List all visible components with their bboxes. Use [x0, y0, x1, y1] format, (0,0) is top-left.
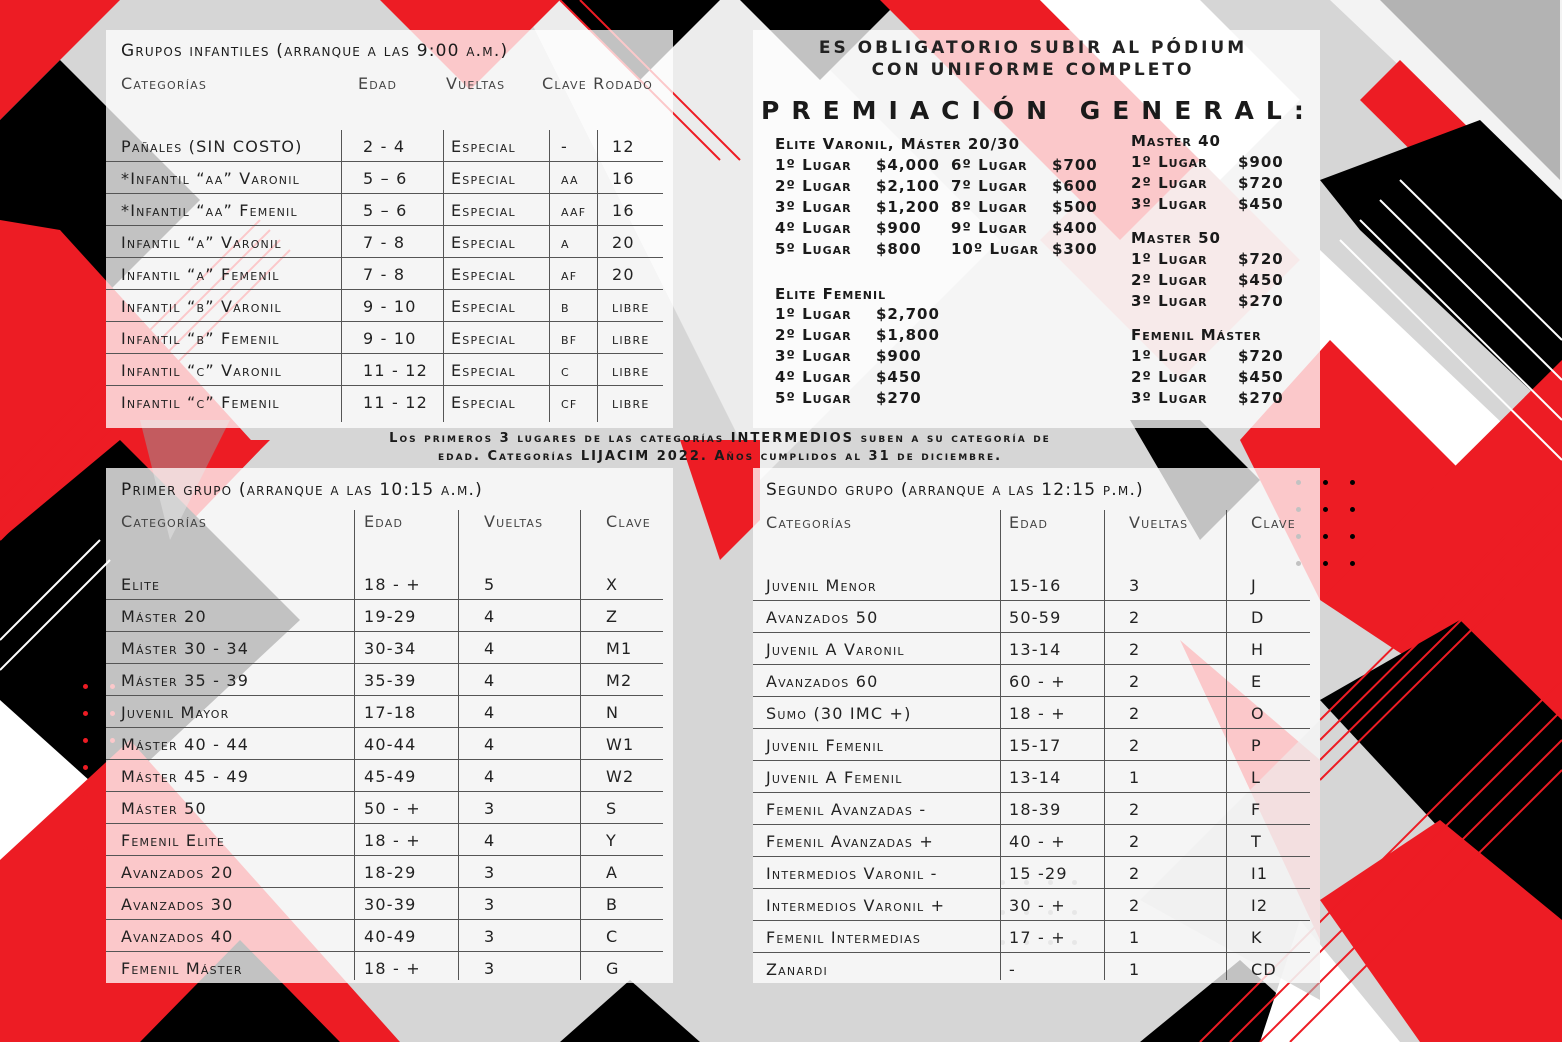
segundo-grupo-panel — [753, 468, 1320, 983]
prize-amount: $720 — [1238, 250, 1284, 268]
place-label: 4º Lugar — [775, 368, 852, 386]
table-cell: 15-17 — [1009, 736, 1062, 755]
decor-dot — [83, 711, 88, 716]
place-label: 3º Lugar — [1131, 389, 1208, 407]
table-cell: 2 — [1129, 864, 1141, 883]
header-vueltas: Vueltas — [484, 512, 544, 531]
table-cell: 20 — [612, 233, 635, 252]
table-cell: 2 — [1129, 608, 1141, 627]
place-label: 1º Lugar — [775, 156, 852, 174]
table-cell: 13-14 — [1009, 768, 1062, 787]
table-cell: 40-49 — [364, 927, 417, 946]
table-cell: 40-44 — [364, 735, 417, 754]
table-cell: 1 — [1129, 960, 1141, 979]
table-cell: - — [1009, 960, 1016, 979]
table-cell: 18 - + — [364, 959, 421, 978]
table-cell: Especial — [451, 393, 516, 412]
header-edad: Edad — [1009, 513, 1049, 532]
decor-dot — [83, 792, 88, 797]
table-cell: 2 — [1129, 640, 1141, 659]
table-cell: 4 — [484, 671, 496, 690]
decor-dot — [1350, 507, 1355, 512]
decor-dot — [1323, 507, 1328, 512]
table-cell: cf — [561, 393, 578, 412]
table-cell: 4 — [484, 703, 496, 722]
place-label: 1º Lugar — [775, 305, 852, 323]
place-label: 3º Lugar — [775, 198, 852, 216]
prize-amount: $800 — [876, 240, 922, 258]
table-cell: 1 — [1129, 768, 1141, 787]
column-divider — [580, 510, 581, 980]
header-clave-rodado: Clave Rodado — [542, 74, 654, 93]
table-cell: Avanzados 60 — [766, 672, 879, 691]
header-vueltas: Vueltas — [1129, 513, 1189, 532]
table-cell: Juvenil Femenil — [766, 736, 885, 755]
place-label: 8º Lugar — [951, 198, 1028, 216]
prize-amount: $700 — [1052, 156, 1098, 174]
table-cell: X — [606, 575, 619, 594]
master50-heading: Master 50 — [1131, 229, 1221, 247]
decor-dot — [1323, 480, 1328, 485]
table-cell: 15-16 — [1009, 576, 1062, 595]
table-cell: 11 - 12 — [363, 393, 429, 412]
table-cell: Máster 45 - 49 — [121, 767, 250, 786]
table-cell: Especial — [451, 265, 516, 284]
table-cell: Juvenil Menor — [766, 576, 877, 595]
decor-dot — [1350, 480, 1355, 485]
table-cell: Intermedios Varonil + — [766, 896, 946, 915]
primer-grupo-panel — [106, 468, 673, 983]
prize-amount: $720 — [1238, 174, 1284, 192]
prize-amount: $900 — [876, 347, 922, 365]
table-cell: 5 — [484, 575, 496, 594]
place-label: 2º Lugar — [775, 326, 852, 344]
table-cell: bf — [561, 329, 578, 348]
table-cell: Femenil Avanzadas - — [766, 800, 927, 819]
place-label: 3º Lugar — [775, 347, 852, 365]
table-cell: Especial — [451, 233, 516, 252]
place-label: 6º Lugar — [951, 156, 1028, 174]
table-cell: Infantil “c” Femenil — [121, 393, 280, 412]
table-cell: Juvenil A Femenil — [766, 768, 903, 787]
prize-amount: $900 — [876, 219, 922, 237]
prize-amount: $1,800 — [876, 326, 940, 344]
column-divider — [1104, 510, 1105, 980]
decor-dot — [83, 738, 88, 743]
prize-amount: $2,700 — [876, 305, 940, 323]
table-cell: Avanzados 20 — [121, 863, 234, 882]
column-divider — [443, 130, 444, 422]
table-cell: Sumo (30 IMC +) — [766, 704, 912, 723]
prize-amount: $720 — [1238, 347, 1284, 365]
table-cell: 3 — [484, 959, 496, 978]
table-cell: 4 — [484, 639, 496, 658]
column-divider — [1226, 510, 1227, 980]
table-cell: Avanzados 30 — [121, 895, 234, 914]
table-cell: M1 — [606, 639, 633, 658]
table-cell: W2 — [606, 767, 635, 786]
premiacion-title: PREMIACIÓN GENERAL: — [761, 96, 1316, 125]
table-cell: 16 — [612, 169, 635, 188]
prize-amount: $450 — [1238, 271, 1284, 289]
place-label: 10º Lugar — [951, 240, 1040, 258]
prize-amount: $600 — [1052, 177, 1098, 195]
table-cell: Femenil Máster — [121, 959, 243, 978]
elite-femenil-heading: Elite Femenil — [775, 285, 887, 303]
table-cell: Máster 35 - 39 — [121, 671, 250, 690]
table-cell: Especial — [451, 137, 516, 156]
table-cell: D — [1251, 608, 1265, 627]
table-cell: 4 — [484, 767, 496, 786]
table-cell: 30 - + — [1009, 896, 1066, 915]
column-divider — [1000, 510, 1001, 980]
table-cell: Infantil “b” Varonil — [121, 297, 282, 316]
table-cell: 18-29 — [364, 863, 417, 882]
place-label: 2º Lugar — [1131, 368, 1208, 386]
table-cell: 17 - + — [1009, 928, 1066, 947]
table-cell: 18 - + — [364, 831, 421, 850]
table-cell: Juvenil Mayor — [121, 703, 230, 722]
table-cell: *Infantil “aa” Femenil — [121, 201, 298, 220]
prize-amount: $270 — [1238, 389, 1284, 407]
table-cell: 2 — [1129, 832, 1141, 851]
table-cell: Infantil “b” Femenil — [121, 329, 280, 348]
column-divider — [597, 130, 598, 422]
primer-grupo-title: Primer grupo (arranque a las 10:15 a.m.) — [121, 480, 483, 500]
table-cell: CD — [1251, 960, 1277, 979]
table-cell: 2 — [1129, 704, 1141, 723]
table-cell: 3 — [484, 927, 496, 946]
decor-dot — [1323, 561, 1328, 566]
table-cell: a — [561, 233, 570, 252]
place-label: 2º Lugar — [1131, 174, 1208, 192]
decor-dot — [1323, 534, 1328, 539]
table-cell: Femenil Avanzadas + — [766, 832, 934, 851]
table-cell: Máster 20 — [121, 607, 207, 626]
prize-amount: $900 — [1238, 153, 1284, 171]
table-cell: L — [1251, 768, 1262, 787]
table-cell: M2 — [606, 671, 633, 690]
table-cell: C — [606, 927, 619, 946]
table-cell: O — [1251, 704, 1265, 723]
table-cell: aa — [561, 169, 579, 188]
place-label: 1º Lugar — [1131, 347, 1208, 365]
table-cell: Juvenil A Varonil — [766, 640, 905, 659]
table-cell: Especial — [451, 329, 516, 348]
table-cell: A — [606, 863, 619, 882]
prize-amount: $500 — [1052, 198, 1098, 216]
note-line1: Los primeros 3 lugares de las categorías INTERMEDIOS suben a su categoría de — [389, 431, 1051, 446]
table-cell: 3 — [484, 895, 496, 914]
table-cell: 7 - 8 — [363, 265, 406, 284]
table-cell: Infantil “a” Femenil — [121, 265, 280, 284]
place-label: 7º Lugar — [951, 177, 1028, 195]
table-cell: 11 - 12 — [363, 361, 429, 380]
row-divider — [106, 353, 663, 354]
table-cell: 40 - + — [1009, 832, 1066, 851]
premiacion-panel — [753, 30, 1320, 428]
table-cell: Infantil “a” Varonil — [121, 233, 282, 252]
table-cell: libre — [612, 361, 650, 380]
table-cell: 15 -29 — [1009, 864, 1068, 883]
table-cell: G — [606, 959, 620, 978]
table-cell: Zanardi — [766, 960, 828, 979]
row-divider — [106, 289, 663, 290]
table-cell: - — [561, 137, 568, 156]
table-cell: E — [1251, 672, 1263, 691]
table-cell: 13-14 — [1009, 640, 1062, 659]
table-cell: libre — [612, 329, 650, 348]
table-cell: 17-18 — [364, 703, 417, 722]
place-label: 5º Lugar — [775, 389, 852, 407]
column-divider — [354, 510, 355, 980]
place-label: 9º Lugar — [951, 219, 1028, 237]
row-divider — [106, 385, 663, 386]
header-clave: Clave — [1251, 513, 1296, 532]
table-cell: Máster 40 - 44 — [121, 735, 250, 754]
header-categorias: Categorías — [121, 512, 208, 531]
prize-amount: $450 — [1238, 195, 1284, 213]
table-cell: 18 - + — [1009, 704, 1066, 723]
header-categorias: Categorías — [121, 74, 208, 93]
prize-amount: $450 — [876, 368, 922, 386]
table-cell: Avanzados 50 — [766, 608, 879, 627]
place-label: 1º Lugar — [1131, 153, 1208, 171]
header-vueltas: Vueltas — [446, 74, 506, 93]
table-cell: H — [1251, 640, 1265, 659]
table-cell: 30-39 — [364, 895, 417, 914]
table-cell: Especial — [451, 297, 516, 316]
table-cell: 35-39 — [364, 671, 417, 690]
prize-amount: $1,200 — [876, 198, 940, 216]
table-cell: Infantil “c” Varonil — [121, 361, 282, 380]
table-cell: S — [606, 799, 618, 818]
header-edad: Edad — [358, 74, 398, 93]
table-cell: 2 — [1129, 672, 1141, 691]
table-cell: libre — [612, 297, 650, 316]
table-cell: 19-29 — [364, 607, 417, 626]
table-cell: 60 - + — [1009, 672, 1066, 691]
table-cell: B — [606, 895, 619, 914]
prize-amount: $450 — [1238, 368, 1284, 386]
table-cell: 20 — [612, 265, 635, 284]
table-cell: 1 — [1129, 928, 1141, 947]
table-cell: Elite — [121, 575, 161, 594]
table-cell: 7 - 8 — [363, 233, 406, 252]
place-label: 3º Lugar — [1131, 292, 1208, 310]
table-cell: 3 — [484, 799, 496, 818]
table-cell: Máster 50 — [121, 799, 207, 818]
place-label: 1º Lugar — [1131, 250, 1208, 268]
decor-dot — [83, 846, 88, 851]
table-cell: 5 – 6 — [363, 201, 408, 220]
table-cell: c — [561, 361, 570, 380]
prize-amount: $2,100 — [876, 177, 940, 195]
table-cell: Femenil Elite — [121, 831, 226, 850]
header-clave: Clave — [606, 512, 651, 531]
table-cell: Y — [606, 831, 617, 850]
master40-heading: Master 40 — [1131, 132, 1221, 150]
infantiles-title: Grupos infantiles (arranque a las 9:00 a.m.) — [121, 41, 509, 61]
table-cell: aaf — [561, 201, 587, 220]
table-cell: 3 — [484, 863, 496, 882]
table-cell: I1 — [1251, 864, 1269, 883]
table-cell: K — [1251, 928, 1263, 947]
row-divider — [106, 161, 663, 162]
table-cell: 16 — [612, 201, 635, 220]
podium-notice-line2: CON UNIFORME COMPLETO — [871, 60, 1195, 80]
table-cell: W1 — [606, 735, 635, 754]
segundo-grupo-title: Segundo grupo (arranque a las 12:15 p.m.) — [766, 480, 1144, 500]
table-cell: 2 - 4 — [363, 137, 406, 156]
decor-dot — [1350, 561, 1355, 566]
table-cell: Máster 30 - 34 — [121, 639, 250, 658]
column-divider — [341, 130, 342, 422]
column-divider — [549, 130, 550, 422]
prize-amount: $4,000 — [876, 156, 940, 174]
table-cell: 12 — [612, 137, 635, 156]
table-cell: 4 — [484, 607, 496, 626]
infantiles-panel — [106, 30, 673, 428]
prize-amount: $300 — [1052, 240, 1098, 258]
prize-amount: $270 — [876, 389, 922, 407]
row-divider — [106, 257, 663, 258]
table-cell: 9 - 10 — [363, 329, 417, 348]
table-cell: 2 — [1129, 896, 1141, 915]
place-label: 5º Lugar — [775, 240, 852, 258]
table-cell: P — [1251, 736, 1262, 755]
table-cell: F — [1251, 800, 1262, 819]
podium-notice-line1: ES OBLIGATORIO SUBIR AL PÓDIUM — [818, 38, 1248, 58]
table-cell: 5 – 6 — [363, 169, 408, 188]
table-cell: N — [606, 703, 620, 722]
place-label: 2º Lugar — [1131, 271, 1208, 289]
prize-amount: $270 — [1238, 292, 1284, 310]
table-cell: Z — [606, 607, 619, 626]
table-cell: af — [561, 265, 578, 284]
table-cell: I2 — [1251, 896, 1269, 915]
decor-dot — [83, 819, 88, 824]
table-cell: 18-39 — [1009, 800, 1062, 819]
place-label: 4º Lugar — [775, 219, 852, 237]
table-cell: 18 - + — [364, 575, 421, 594]
table-cell: 30-34 — [364, 639, 417, 658]
table-cell: Femenil Intermedias — [766, 928, 922, 947]
place-label: 2º Lugar — [775, 177, 852, 195]
table-cell: *Infantil “aa” Varonil — [121, 169, 300, 188]
femenil-master-heading: Femenil Máster — [1131, 326, 1262, 344]
table-cell: 2 — [1129, 800, 1141, 819]
table-cell: 50 - + — [364, 799, 421, 818]
header-edad: Edad — [364, 512, 404, 531]
row-divider — [106, 193, 663, 194]
elite-varonil-heading: Elite Varonil, Máster 20/30 — [775, 135, 1021, 153]
table-cell: 50-59 — [1009, 608, 1062, 627]
row-divider — [106, 321, 663, 322]
decor-dot — [83, 684, 88, 689]
column-divider — [458, 510, 459, 980]
decor-dot — [1350, 534, 1355, 539]
table-cell: 2 — [1129, 736, 1141, 755]
place-label: 3º Lugar — [1131, 195, 1208, 213]
table-cell: Especial — [451, 361, 516, 380]
row-divider — [106, 225, 663, 226]
note-line2: edad. Categorías LIJACIM 2022. Años cumplidos al 31 de diciembre. — [437, 449, 1003, 464]
decor-dot — [83, 765, 88, 770]
table-cell: 3 — [1129, 576, 1141, 595]
table-cell: T — [1251, 832, 1262, 851]
header-categorias: Categorías — [766, 513, 853, 532]
table-cell: 9 - 10 — [363, 297, 417, 316]
prize-amount: $400 — [1052, 219, 1098, 237]
table-cell: 4 — [484, 735, 496, 754]
table-cell: Pañales (SIN COSTO) — [121, 137, 303, 156]
table-cell: libre — [612, 393, 650, 412]
table-cell: 45-49 — [364, 767, 417, 786]
table-cell: 4 — [484, 831, 496, 850]
table-cell: Especial — [451, 169, 516, 188]
table-cell: Intermedios Varonil - — [766, 864, 938, 883]
table-cell: b — [561, 297, 570, 316]
table-cell: Avanzados 40 — [121, 927, 234, 946]
table-cell: J — [1251, 576, 1257, 595]
table-cell: Especial — [451, 201, 516, 220]
